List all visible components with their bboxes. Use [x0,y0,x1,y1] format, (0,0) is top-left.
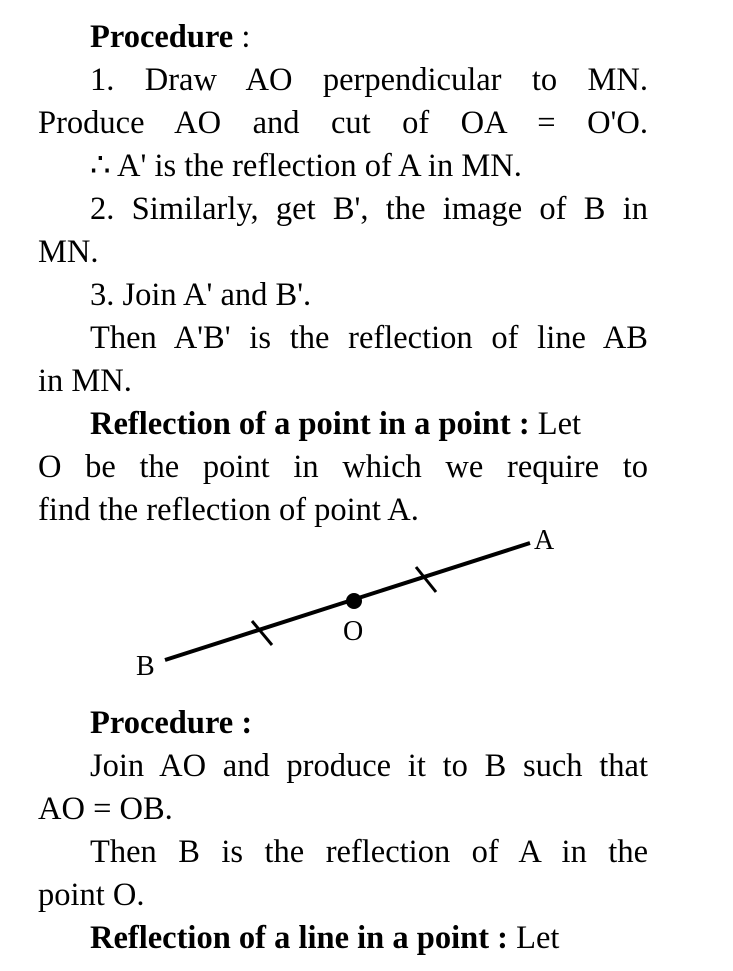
point-reflection-heading: Reflection of a point in a point : [90,406,530,442]
line-reflection-heading-line [90,918,648,958]
label-o: O [343,616,364,647]
step-3: 3. Join A' and B'. [90,277,312,313]
procedure-2-line-2: AO = OB. [38,791,173,827]
point-reflection-result-line-2: point O. [38,877,145,913]
point-reflection-intro-line-3: find the reflection of point A. [38,492,419,528]
point-reflection-heading-line [90,404,648,444]
procedure-heading-colon: : [233,19,251,55]
step-2-line-2: MN. [38,234,99,270]
step-1-line-1: 1. Draw AO perpendicular to MN. [90,62,648,98]
step-2-line-1: 2. Similarly, get B', the image of B in [90,191,648,227]
reflection-conclusion: ∴ A' is the reflection of A in MN. [90,148,522,184]
point-o [346,593,362,609]
procedure-2-line-1: Join AO and produce it to B such that [90,748,648,784]
procedure-heading: Procedure [90,19,234,55]
result-line-1: Then A'B' is the reflection of line AB [90,320,648,356]
result-line-2: in MN. [38,363,132,399]
label-a: A [534,525,555,556]
procedure-heading-line [90,17,648,57]
procedure-heading-2 [90,703,648,743]
procedure-heading-2-text: Procedure : [90,705,253,741]
point-reflection-intro-start: Let [529,406,582,442]
label-b: B [136,651,155,682]
line-reflection-heading: Reflection of a line in a point : [90,920,508,956]
step-1-line-2: Produce AO and cut of OA = O'O. [38,105,648,141]
point-reflection-intro-line-2: O be the point in which we require to [38,449,648,485]
line-reflection-intro-start: Let [507,920,560,956]
reflection-figure [0,520,733,690]
point-reflection-result-line-1: Then B is the reflection of A in the [90,834,648,870]
